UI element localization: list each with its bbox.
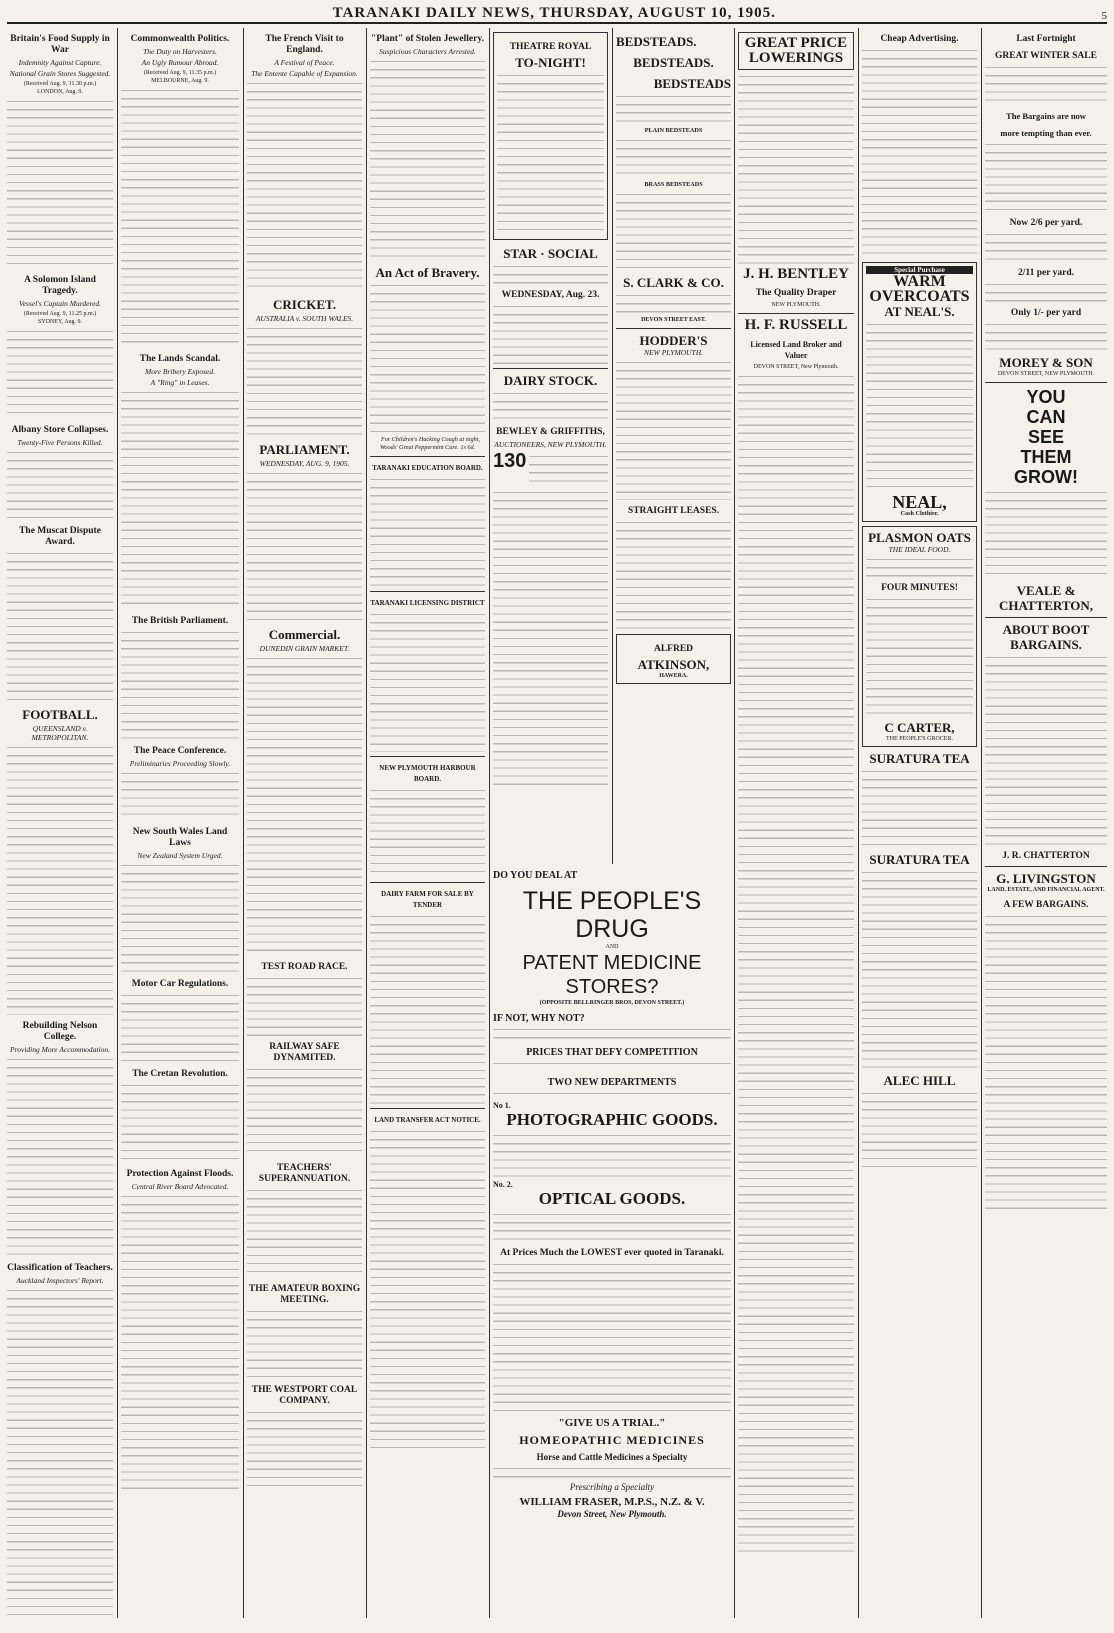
horse-cattle: Horse and Cattle Medicines a Specialty [536, 1452, 688, 1463]
atkinson: ATKINSON, [637, 657, 710, 673]
four-minutes: FOUR MINUTES! [881, 583, 958, 594]
price-2: 2/11 per yard. [1017, 268, 1075, 278]
ad-text [493, 1061, 731, 1071]
ad-text [497, 73, 604, 233]
ad-text [862, 769, 977, 849]
carter: C CARTER, [884, 720, 955, 736]
you: YOU [1026, 387, 1066, 408]
subhead: An Ugly Rumour Abroad. [141, 58, 219, 67]
chatterton: CHATTERTON, [998, 598, 1094, 614]
headline-football: FOOTBALL. [22, 707, 98, 723]
subhead: Providing More Accommodation. [10, 1045, 110, 1055]
ad-text [985, 655, 1107, 845]
devon-street: Devon Street, New Plymouth. [557, 1509, 667, 1520]
ideal-food: THE IDEAL FOOD. [888, 545, 951, 555]
great-price: GREAT PRICE [744, 35, 848, 51]
ad-text [985, 322, 1107, 352]
two-departments: TWO NEW DEPARTMENTS [547, 1077, 677, 1089]
cough-ad: For Children's Hacking Cough at night, Woods' Great Peppermint Cure. 1s 6d. [379, 436, 481, 452]
ad-text [493, 264, 608, 284]
article-text [7, 450, 113, 520]
headline-teachers: Classification of Teachers. [7, 1263, 113, 1274]
ad-text [985, 282, 1107, 302]
subhead: Central River Board Advocated. [131, 1182, 229, 1192]
column-8 [862, 28, 977, 1618]
at-neals: AT NEAL'S. [884, 304, 955, 320]
ad-text [616, 520, 731, 630]
ad-text [866, 597, 973, 717]
photographic-goods: PHOTOGRAPHIC GOODS. [506, 1110, 718, 1130]
ad-text [493, 1262, 731, 1412]
notice-text [370, 788, 485, 878]
article-text [7, 1288, 113, 1618]
page-number: 5 [1101, 10, 1107, 22]
alfred: ALFRED [653, 644, 694, 655]
headline-peace: The Peace Conference. [133, 746, 227, 757]
subhead: New Zealand System Urged. [137, 851, 223, 861]
headline-cretan: The Cretan Revolution. [132, 1069, 228, 1080]
headline-albany: Albany Store Collapses. [11, 425, 109, 436]
peoples-drug: THE PEOPLE'S DRUG [522, 887, 702, 943]
boot-bargains: ABOUT BOOT BARGAINS. [1002, 622, 1090, 653]
alec-hill: ALEC HILL [883, 1073, 956, 1089]
price-1: Now 2/6 per yard. [1009, 218, 1083, 228]
prescribing: Prescribing a Specialty [569, 1482, 655, 1493]
ad-text [738, 74, 854, 264]
livingston: G. LIVINGSTON [996, 871, 1096, 887]
see: SEE [1027, 427, 1065, 448]
ad-text [493, 1027, 731, 1041]
column-5 [493, 28, 608, 868]
ad-text [616, 360, 731, 500]
livingston-sub: LAND, ESTATE, AND FINANCIAL AGENT. [987, 887, 1105, 894]
headline-food-supply: Britain's Food Supply in War [10, 34, 110, 55]
straight-leases: STRAIGHT LEASES. [627, 506, 720, 517]
ad-text [493, 1091, 731, 1099]
cheap-advertising: Cheap Advertising. [880, 34, 959, 44]
ad-text [493, 1466, 731, 1480]
article-text [121, 1194, 239, 1494]
brass-bedsteads: BRASS BEDSTEADS [644, 181, 703, 189]
subhead: DUNEDIN GRAIN MARKET. [259, 644, 350, 653]
russell-place: DEVON STREET, New Plymouth. [753, 364, 839, 371]
ad-text [985, 914, 1107, 1214]
masthead [7, 6, 1107, 24]
column-rule [489, 28, 490, 1618]
subhead: Twenty-Five Persons Killed. [17, 438, 103, 448]
article-text [370, 283, 485, 433]
article-text [121, 1083, 239, 1163]
column-rule [117, 28, 118, 1618]
lowest-prices: At Prices Much the LOWEST ever quoted in Taranaki. [500, 1248, 724, 1259]
bentley-sub: The Quality Draper [755, 288, 837, 298]
ad-text [866, 557, 973, 577]
headline-lands-scandal: The Lands Scandal. [139, 354, 221, 365]
great-winter-sale: GREAT WINTER SALE [995, 51, 1097, 61]
headline-stolen-jewellery: "Plant" of Stolen Jewellery. [371, 34, 484, 44]
suratura-tea-2: SURATURA TEA [869, 852, 970, 868]
subhead: Suspicious Characters Arrested. [379, 47, 476, 56]
headline-nsw-land: New South Wales Land Laws [132, 827, 228, 849]
bedsteads-3: BEDSTEADS [653, 76, 731, 91]
headline-french-visit: The French Visit to England. [265, 34, 344, 55]
article-text [7, 329, 113, 419]
opposite: (OPPOSITE BELLRINGER BROS, DEVON STREET.) [539, 1000, 685, 1007]
article-text [247, 1067, 362, 1157]
bedsteads-1: BEDSTEADS. [616, 34, 697, 49]
subhead: QUEENSLAND v. METROPOLITAN. [31, 724, 89, 743]
lowerings: LOWERINGS [748, 50, 844, 66]
notice-text [370, 1129, 485, 1449]
neal-ad [862, 262, 977, 522]
headline-british-parliament: The British Parliament. [131, 616, 229, 627]
column-4 [370, 28, 485, 1618]
notice-text [370, 477, 485, 587]
ad-text [985, 65, 1107, 105]
more-tempting: more tempting than ever. [1000, 128, 1092, 138]
column-3 [247, 28, 362, 1618]
column-rule [981, 28, 982, 1618]
peoples-grocer: THE PEOPLE'S GROCER. [886, 736, 953, 743]
column-1 [7, 28, 113, 1618]
hawera: HAWERA. [659, 673, 688, 680]
warm: WARM [893, 273, 946, 291]
article-text [7, 1057, 113, 1257]
column-7 [738, 28, 854, 1618]
subhead: Vessel's Captain Murdered. [18, 299, 102, 309]
ad-text [493, 304, 608, 364]
bargains-now: The Bargains are now [1006, 111, 1086, 121]
stock-list [493, 490, 608, 790]
star-social: STAR · SOCIAL [503, 246, 598, 261]
dateline: (Received Aug. 9, 11.25 p.m.) [23, 311, 97, 318]
atkinson-ad [616, 634, 731, 684]
bentley: J. H. BENTLEY [743, 266, 849, 282]
hodders-place: NEW PLYMOUTH. [643, 348, 704, 358]
and: AND [605, 944, 619, 950]
morey-address: DEVON STREET, NEW PLYMOUTH. [997, 371, 1095, 377]
ad-text [616, 94, 731, 124]
ad-text [493, 1212, 731, 1242]
headline-floods: Protection Against Floods. [126, 1169, 234, 1180]
dairy-stock: DAIRY STOCK. [503, 373, 598, 388]
clark-address: DEVON STREET EAST. [641, 317, 706, 324]
article-text [247, 1410, 362, 1490]
placeline: MELBOURNE, Aug. 9. [151, 78, 209, 85]
property-listings [738, 374, 854, 1554]
william-fraser: WILLIAM FRASER, M.P.S., N.Z. & V. [519, 1496, 705, 1509]
subhead: A "Ring" in Leases. [150, 378, 210, 388]
russell: H. F. RUSSELL [744, 317, 848, 334]
article-text [247, 471, 362, 621]
clark-co: S. CLARK & CO. [623, 275, 724, 291]
cash-clothier: Cash Clothier. [900, 510, 939, 518]
prices-defy: PRICES THAT DEFY COMPETITION [526, 1047, 698, 1059]
stock-count: 130 [493, 450, 527, 472]
optical-goods: OPTICAL GOODS. [538, 1189, 686, 1209]
headline-commonwealth: Commonwealth Politics. [130, 34, 230, 44]
newspaper-page [7, 6, 1107, 1621]
ad-text [616, 192, 731, 272]
ad-text [866, 322, 973, 492]
article-text [121, 863, 239, 973]
give-us-trial: "GIVE US A TRIAL." [558, 1417, 666, 1430]
column-rule [366, 28, 367, 1618]
great-price-ad [738, 32, 854, 70]
hodders: HODDER'S [639, 333, 708, 349]
article-text [7, 551, 113, 701]
land-transfer-notice: LAND TRANSFER ACT NOTICE. [374, 1116, 481, 1125]
peoples-drug-ad [493, 864, 731, 1618]
ad-text [616, 138, 731, 178]
ad-text [862, 1091, 977, 1171]
special-purchase: Special Purchase [866, 266, 973, 274]
licensing-notice: TARANAKI LICENSING DISTRICT [370, 599, 485, 608]
ad-text [985, 142, 1107, 212]
bedsteads-2: BEDSTEADS. [633, 55, 714, 70]
column-rule [858, 28, 859, 1618]
no-1: No 1. [493, 1101, 511, 1111]
russell-sub: Licensed Land Broker and Valuer [750, 340, 842, 361]
tonight: TO-NIGHT! [515, 55, 586, 70]
jr-chatterton: J. R. CHATTERTON [1002, 851, 1090, 862]
no-2: No. 2. [493, 1180, 513, 1190]
subhead: A Festival of Peace. [274, 58, 335, 67]
article-text [247, 976, 362, 1036]
ad-text [493, 1133, 731, 1178]
headline-commercial: Commercial. [268, 627, 341, 642]
column-6 [616, 28, 731, 868]
bewley-sub: AUCTIONEERS, NEW PLYMOUTH. [494, 440, 607, 449]
ad-text [493, 391, 608, 421]
dateline: (Received Aug. 9, 11.30 p.m.) [23, 81, 97, 87]
article-text [247, 326, 362, 436]
subhead: Preliminaries Proceeding Slowly. [129, 759, 231, 769]
headline-parliament: PARLIAMENT. [259, 442, 350, 457]
dairy-farm-tender: DAIRY FARM FOR SALE BY TENDER [381, 890, 474, 910]
headline-westport: THE WESTPORT COAL COMPANY. [251, 1385, 358, 1406]
ad-text [985, 490, 1107, 580]
subhead: WEDNESDAY, AUG. 9, 1905. [259, 459, 350, 468]
subhead: National Grain Stores Suggested. [9, 69, 111, 78]
article-text [7, 99, 113, 269]
last-fortnight: Last Fortnight [1016, 34, 1076, 44]
article-text [121, 390, 239, 610]
subhead: AUSTRALIA v. SOUTH WALES. [255, 314, 354, 323]
notice-text [370, 612, 485, 752]
headline-superannuation: TEACHERS' SUPERANNUATION. [258, 1163, 351, 1184]
headline-solomon: A Solomon Island Tragedy. [24, 275, 96, 297]
headline-railway-safe: RAILWAY SAFE DYNAMITED. [269, 1042, 340, 1063]
dateline: (Received Aug. 9, 11.35 p.m.) [143, 70, 217, 76]
veale: VEALE & [1016, 583, 1076, 599]
article-text [247, 81, 362, 291]
subhead: Indemnity Against Capture. [18, 58, 102, 67]
headline-boxing: THE AMATEUR BOXING MEETING. [248, 1284, 361, 1305]
theatre-royal: THEATRE ROYAL [509, 42, 592, 52]
column-rule [243, 28, 244, 1618]
plasmon-ad [862, 526, 977, 747]
article-text [121, 993, 239, 1063]
bewley-griffiths: BEWLEY & GRIFFITHS, [496, 427, 605, 437]
plasmon-oats: PLASMON OATS [868, 530, 971, 546]
harbour-board-notice: NEW PLYMOUTH HARBOUR BOARD. [379, 764, 476, 784]
bentley-place: NEW PLYMOUTH. [771, 302, 821, 308]
article-text [247, 656, 362, 956]
ad-text [616, 293, 731, 313]
subhead: The Duty on Harvesters. [143, 47, 217, 56]
ad-text [529, 454, 608, 484]
subhead: The Entente Capable of Expansion. [251, 69, 358, 78]
headline-bravery: An Act of Bravery. [375, 265, 480, 280]
article-text [247, 1309, 362, 1379]
overcoats: OVERCOATS [869, 288, 970, 306]
article-text [247, 1188, 362, 1278]
suratura-tea: SURATURA TEA [869, 751, 970, 767]
headline-cricket: CRICKET. [273, 297, 336, 312]
headline-motor-car: Motor Car Regulations. [131, 979, 229, 990]
article-text [121, 88, 239, 348]
ad-text [862, 870, 977, 1070]
grow: GROW! [1014, 467, 1078, 488]
theatre-ad [493, 32, 608, 240]
article-text [7, 745, 113, 1015]
column-2 [121, 28, 239, 1618]
subhead: Auckland Inspectors' Report. [16, 1276, 104, 1286]
ad-text [985, 232, 1107, 262]
star-social-date: WEDNESDAY, Aug. 23. [501, 290, 600, 300]
column-9 [985, 28, 1107, 1618]
education-board-notice: TARANAKI EDUCATION BOARD. [372, 464, 483, 473]
headline-muscat: The Muscat Dispute Award. [19, 526, 101, 548]
plain-bedsteads: PLAIN BEDSTEADS [644, 127, 703, 134]
notice-text [370, 914, 485, 1104]
headline-road-race: TEST ROAD RACE. [261, 962, 348, 972]
article-text [121, 630, 239, 740]
article-text [370, 59, 485, 259]
price-3: Only 1/- per yard [1010, 308, 1082, 318]
headline-nelson: Rebuilding Nelson College. [22, 1021, 98, 1043]
article-text [121, 771, 239, 821]
homeopathic: HOMEOPATHIC MEDICINES [519, 1433, 705, 1448]
placeline: LONDON, Aug. 9. [37, 89, 83, 96]
column-rule [734, 28, 735, 1618]
masthead-title: TARANAKI DAILY NEWS, THURSDAY, AUGUST 10, 1905. [332, 5, 776, 21]
placeline: SYDNEY, Aug. 9. [37, 319, 83, 326]
patent-medicine: PATENT MEDICINE STORES? [522, 952, 702, 999]
morey-son: MOREY & SON [999, 355, 1093, 370]
do-you-deal: DO YOU DEAL AT [493, 870, 578, 881]
subhead: More Bribery Exposed. [145, 367, 215, 377]
classifieds [862, 48, 977, 258]
them: THEM [1020, 447, 1072, 468]
few-bargains: A FEW BARGAINS. [1003, 900, 1089, 911]
if-not: IF NOT, WHY NOT? [493, 1013, 585, 1025]
can: CAN [1026, 407, 1066, 428]
neal: NEAL, [892, 492, 947, 513]
